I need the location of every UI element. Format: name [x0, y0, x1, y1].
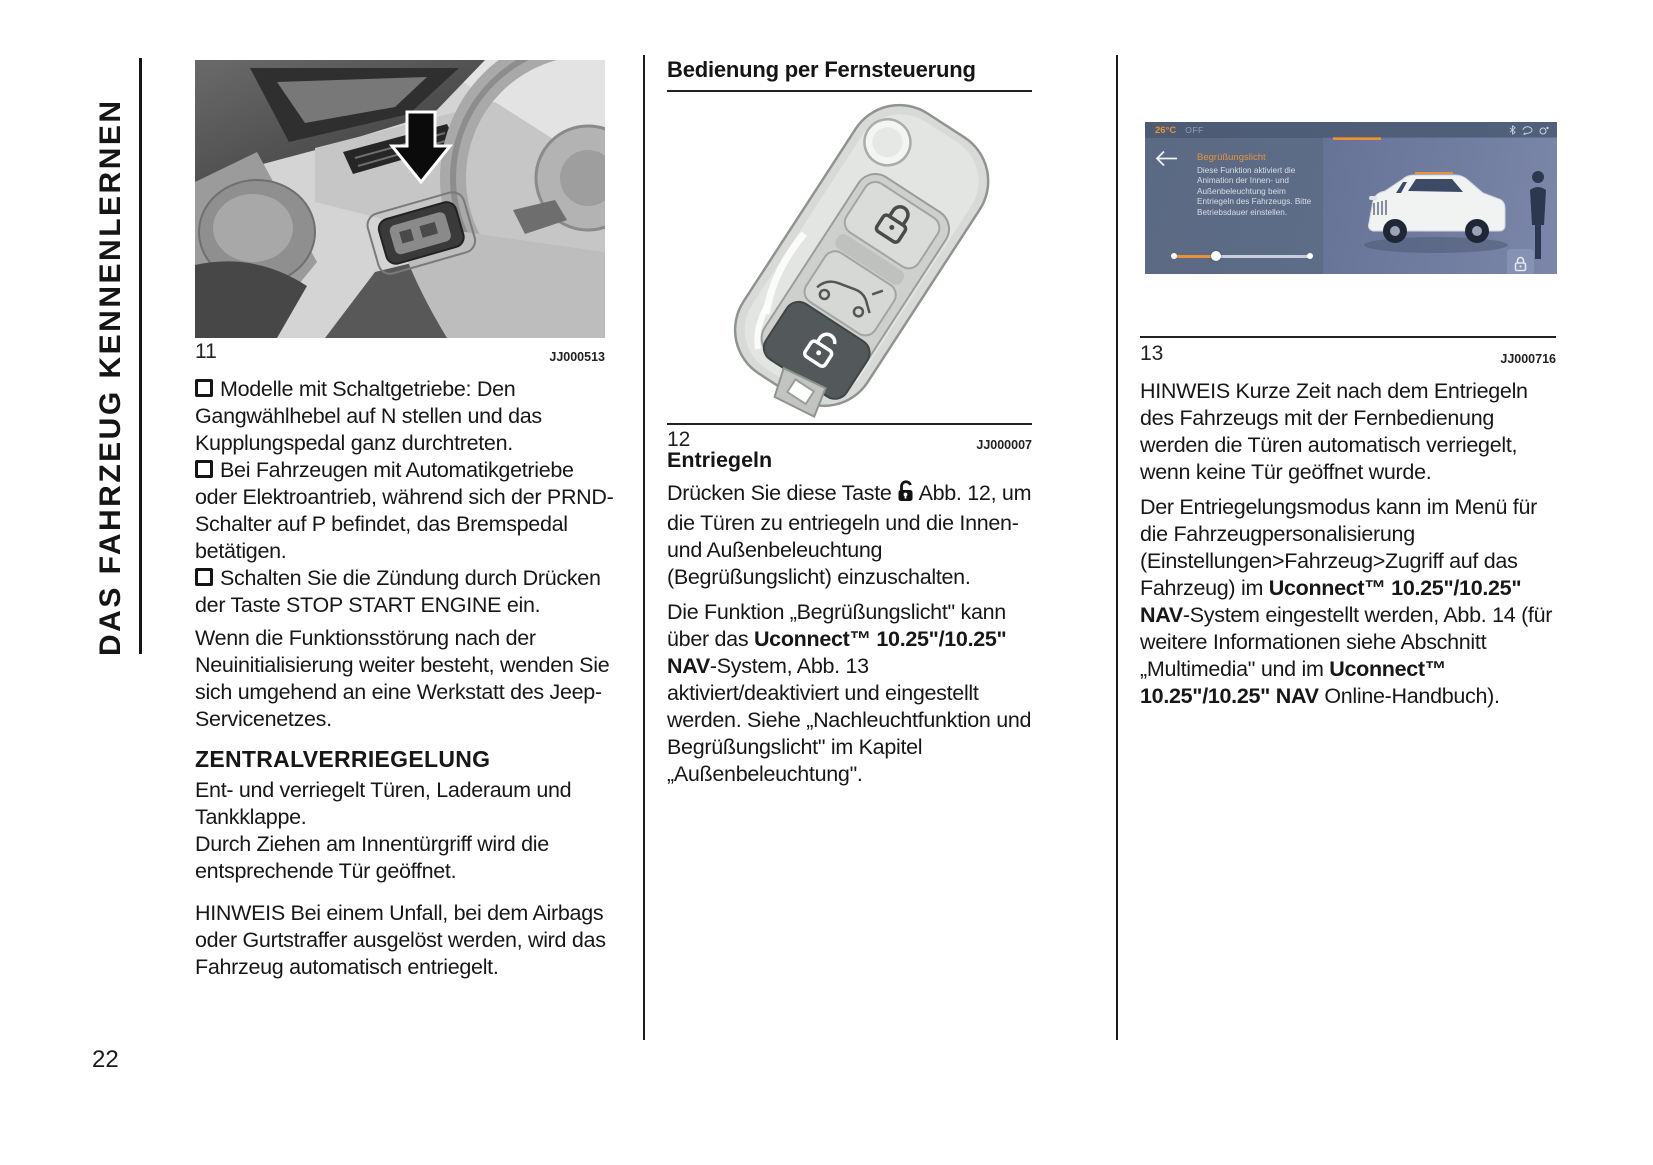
- paragraph: Drücken Sie diese Taste Abb. 12, um die Türen zu entriegeln und die Innen- und Außenbeleuchtung (Begrüßungslicht) einzuschalten.: [667, 481, 1032, 589]
- column-divider-1: [643, 55, 645, 1040]
- dashboard-figure: [195, 60, 605, 338]
- figure-12-rule: [667, 423, 1032, 425]
- figure-11-number: 11: [195, 340, 217, 363]
- slider-end-dot: [1307, 253, 1313, 259]
- uconnect-screen-figure: [1145, 122, 1557, 274]
- column-2-heading: Bedienung per Fernsteuerung: [667, 57, 976, 82]
- chat-bubble-icon: [1522, 126, 1533, 135]
- column-2-text: [667, 480, 1039, 788]
- slider-start-dot: [1171, 253, 1177, 259]
- uconnect-car-photo: [1323, 137, 1557, 274]
- jeep-suv-image: [1351, 149, 1523, 261]
- paragraph: HINWEIS Bei einem Unfall, bei dem Airbags oder Gurtstraffer ausgelöst werden, wird das Fahrzeug automatisch entriegelt.: [195, 901, 606, 979]
- figure-12-number: 12: [667, 428, 691, 451]
- square-bullet-icon: [195, 568, 213, 586]
- key-fob-figure: [690, 98, 1030, 420]
- bullet-item: Schalten Sie die Zündung durch Drücken der Taste STOP START ENGINE ein.: [195, 566, 601, 617]
- key-fob-illustration: [690, 98, 1030, 420]
- lock-button: [1507, 249, 1534, 274]
- temperature-readout: 26°C: [1155, 124, 1177, 136]
- bullet-item: Bei Fahrzeugen mit Automatikgetriebe oder Elektroantrieb, während sich der PRND-Schalter auf P befindet, das Bremspedal betätigen.: [195, 458, 614, 563]
- uconnect-status-bar: [1145, 122, 1557, 138]
- paragraph-rich: Die Funktion „Begrüßungslicht" kann über das Uconnect™ 10.25"/10.25" NAV-System, Abb. 13 aktiviert/deaktiviert und eingestellt werden. Siehe „Nachleuchtfunktion und Begrüßungslicht" im Kapitel „Außenbeleuchtung".: [667, 600, 1032, 786]
- unlock-icon: [895, 480, 916, 510]
- paragraph: Ent- und verriegelt Türen, Laderaum und Tankklappe.: [195, 778, 572, 829]
- uconnect-setting-title: Begrüßungslicht: [1197, 152, 1266, 163]
- column-1-text: [195, 376, 614, 981]
- column-3-text: [1140, 378, 1564, 710]
- paragraph: Durch Ziehen am Innentürgriff wird die entsprechende Tür geöffnet.: [195, 832, 549, 883]
- climate-status: OFF: [1185, 125, 1204, 135]
- figure-13-code: JJ000716: [1500, 352, 1556, 366]
- paragraph-rich: Der Entriegelungsmodus kann im Menü für die Fahrzeugpersonalisierung (Einstellungen>Fahrzeug>Zugriff auf das Fahrzeug) im Uconnect™ 10.25"/10.25" NAV-System eingestellt werden, Abb. 14 (für weitere Informationen siehe Abschnitt „Multimedia" und im Uconnect™ 10.25"/10.25" NAV Online-Handbuch).: [1140, 495, 1553, 708]
- back-arrow-icon: [1154, 150, 1178, 172]
- square-bullet-icon: [195, 379, 213, 397]
- slider-thumb: [1211, 251, 1221, 261]
- uconnect-setting-description: Diese Funktion aktiviert die Animation der Innen- und Außenbeleuchtung beim Entriegeln des Fahrzeugs. Bitte Betriebsdauer einstellen.: [1197, 166, 1312, 217]
- section-heading: ZENTRALVERRIEGELUNG: [195, 746, 491, 772]
- column-2-subheading: Entriegeln: [667, 448, 773, 472]
- duration-slider: [1171, 251, 1313, 261]
- figure-13-number: 13: [1140, 342, 1164, 365]
- dashboard-illustration: [195, 60, 605, 338]
- paragraph: Wenn die Funktionsstörung nach der Neuinitialisierung weiter besteht, wenden Sie sich umgehend an eine Werkstatt des Jeep-Servicenetzes.: [195, 626, 610, 731]
- figure-13-rule: [1140, 336, 1556, 338]
- chapter-title-vertical: DAS FAHRZEUG KENNENLERNEN: [94, 98, 127, 656]
- status-icons: [1509, 125, 1549, 135]
- figure-11-code: JJ000513: [549, 350, 605, 364]
- figure-11-caption: [195, 340, 605, 364]
- page-number: 22: [92, 1046, 119, 1073]
- chapter-title-rule: [139, 58, 142, 654]
- profile-icon: [1539, 126, 1549, 135]
- square-bullet-icon: [195, 460, 213, 478]
- bluetooth-icon: [1509, 125, 1516, 135]
- column-divider-2: [1116, 55, 1118, 1040]
- figure-12-code: JJ000007: [976, 438, 1032, 452]
- heading-rule: [667, 90, 1032, 92]
- bullet-item: Modelle mit Schaltgetriebe: Den Gangwählhebel auf N stellen und das Kupplungspedal ganz durchtreten.: [195, 377, 542, 455]
- figure-13-caption: [1140, 342, 1556, 366]
- lock-icon: [1514, 256, 1527, 272]
- paragraph: HINWEIS Kurze Zeit nach dem Entriegeln des Fahrzeugs mit der Fernbedienung werden die Türen automatisch verriegelt, wenn keine Tür geöffnet wurde.: [1140, 379, 1528, 484]
